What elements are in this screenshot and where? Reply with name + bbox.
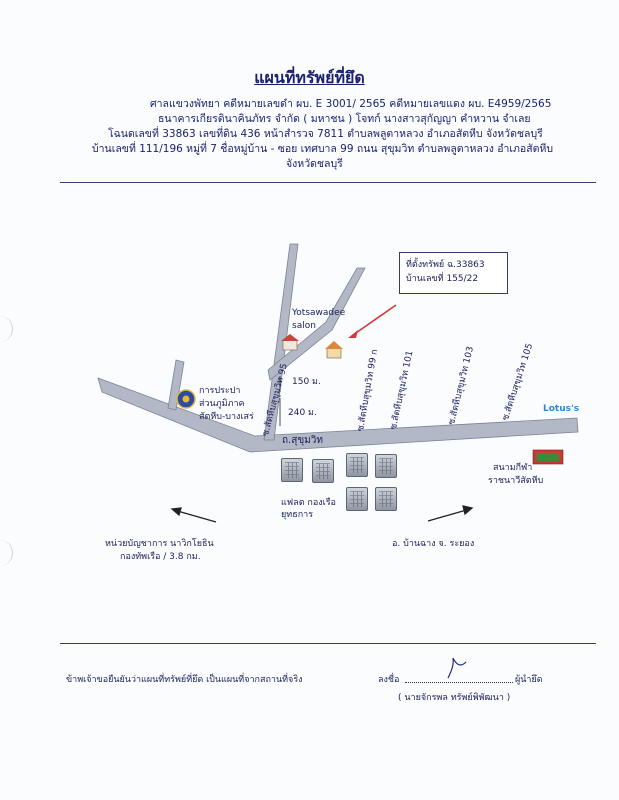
flat-building-icon	[281, 458, 303, 482]
stadium-label-1: สนามกีฬา	[493, 463, 533, 473]
flat-building-icon	[375, 454, 397, 478]
stadium-icon	[533, 450, 563, 464]
pea-logo-icon	[177, 390, 195, 408]
salon-label-1: Yotsawadee	[292, 308, 346, 318]
soi-95-label: ซ.สัตหีบสุขุมวิท 95	[260, 362, 290, 438]
parties-line: ธนาคารเกียรตินาคินภัทร จำกัด ( มหาชน ) โจทก์ นางสาวสุกัญญา คำหวาน จำเลย	[158, 113, 531, 125]
distance-240: 240 ม.	[288, 408, 317, 418]
pea-label-1: การประปา	[199, 386, 241, 396]
footer-divider	[60, 643, 596, 644]
soi-101-label: ซ.สัตหีบสุขุมวิท 101	[388, 349, 416, 431]
left-direction-head	[172, 508, 181, 515]
left-direction-label-1: หน่วยบัญชาการ นาวิกโยธิน	[105, 539, 214, 549]
sign-suffix: ผู้นำยึด	[515, 675, 543, 685]
distance-150: 150 ม.	[292, 377, 321, 387]
address-line: บ้านเลขที่ 111/196 หมู่ที่ 7 ชื่อหมู่บ้าน - ซอย เทศบาล 99 ถนน สุขุมวิท ตำบลพลูตาหลวง อำเภอสัตหีบ	[92, 143, 554, 155]
flats-label-1: แฟลต กองเรือ	[281, 498, 336, 508]
case-line: ศาลแขวงพัทยา คดีหมายเลขดำ ผบ. E 3001/ 2565 คดีหมายเลขแดง ผบ. E4959/2565	[150, 98, 552, 110]
soi-105-label: ซ.สัตหีบสุขุมวิท 105	[500, 342, 536, 423]
certify-text: ข้าพเจ้าขอยืนยันว่าแผนที่ทรัพย์ที่ยึด เป็นแผนที่จากสถานที่จริง	[66, 675, 303, 685]
page-title: แผนที่ทรัพย์ที่ยึด	[254, 68, 365, 87]
property-arrow-line	[353, 305, 396, 335]
signature-mark	[440, 652, 470, 682]
property-house-no-label: บ้านเลขที่ 155/22	[406, 274, 479, 284]
province-line: จังหวัดชลบุรี	[286, 158, 343, 170]
pea-label-3: สัตหีบ-บางเสร่	[199, 412, 254, 422]
property-house-icon	[325, 341, 343, 358]
flat-building-icon	[375, 487, 397, 511]
property-arrow-head	[348, 330, 358, 338]
flat-building-icon	[346, 453, 368, 477]
salon-label-2: salon	[292, 321, 316, 331]
stadium-label-2: ราชนาวีสัตหีบ	[488, 476, 544, 486]
right-direction-head	[463, 506, 472, 514]
flats-label-2: ยุทธการ	[281, 510, 314, 520]
sign-prefix: ลงชื่อ	[378, 675, 400, 685]
left-direction-label-2: กองทัพเรือ / 3.8 กม.	[120, 552, 201, 562]
deed-line: โฉนดเลขที่ 33863 เลขที่ดิน 436 หน้าสำรวจ 7811 ตำบลพลูตาหลวง อำเภอสัตหีบ จังหวัดชลบุรี	[108, 128, 543, 140]
lotus-label: Lotus's	[543, 404, 580, 414]
soi-103-label: ซ.สัตหีบสุขุมวิท 103	[446, 345, 477, 427]
signature-line	[405, 682, 513, 683]
soi-99k-label: ซ.สัตหีบสุขุมวิท 99 ก	[355, 348, 381, 433]
pea-label-2: ส่วนภูมิภาค	[199, 399, 245, 409]
signer-name: ( นายจักรพล ทรัพย์พิพัฒนา )	[398, 693, 511, 703]
sukhumvit-label: ถ.สุขุมวิท	[282, 435, 323, 446]
right-direction-label: อ. บ้านฉาง จ. ระยอง	[392, 539, 475, 549]
property-info-box	[399, 252, 508, 294]
flat-building-icon	[346, 487, 368, 511]
flat-building-icon	[312, 459, 334, 483]
property-deed-label: ที่ตั้งทรัพย์ ฉ.33863	[406, 260, 485, 270]
